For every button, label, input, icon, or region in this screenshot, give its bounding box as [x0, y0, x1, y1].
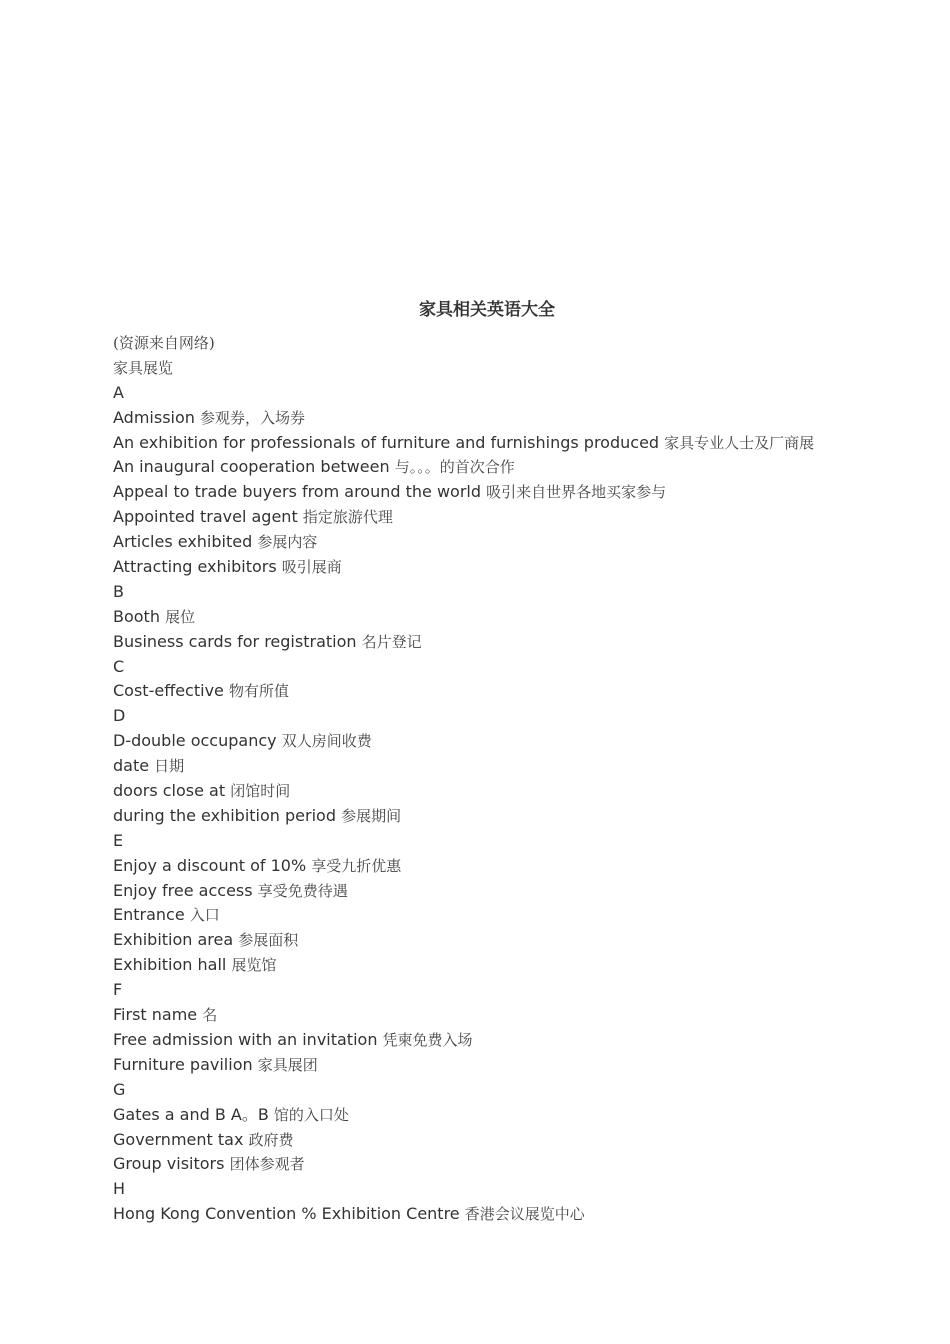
- vocab-english: date: [113, 756, 150, 776]
- vocab-english: First name: [113, 1005, 198, 1025]
- vocab-english: An inaugural cooperation between: [113, 457, 390, 477]
- vocab-english: An exhibition for professionals of furniture and furnishings produced: [113, 432, 660, 452]
- vocab-chinese: 吸引来自世界各地买家参与: [486, 483, 667, 502]
- vocab-line: [113, 331, 913, 356]
- vocab-chinese: 参观券，入场券: [200, 408, 306, 427]
- vocab-english: doors close at: [113, 781, 226, 801]
- vocab-chinese: 凭柬免费入场: [382, 1030, 473, 1049]
- vocab-chinese: 家具专业人士及厂商展: [664, 433, 815, 452]
- vocab-line: [113, 555, 913, 580]
- vocab-line: [113, 729, 913, 754]
- vocab-english: Exhibition hall: [113, 955, 227, 975]
- vocab-english: Business cards for registration: [113, 631, 357, 651]
- vocab-english: Furniture pavilion: [113, 1054, 253, 1074]
- vocab-line: [113, 505, 913, 530]
- vocab-line: [113, 879, 913, 904]
- vocab-english: Group visitors: [113, 1154, 225, 1174]
- vocab-english: C: [113, 656, 125, 676]
- vocab-line: [113, 679, 913, 704]
- vocab-english: Entrance: [113, 905, 185, 925]
- vocab-line: [113, 978, 913, 1003]
- vocab-line: [113, 655, 913, 680]
- vocab-chinese: 日期: [154, 757, 185, 776]
- vocab-line: [113, 1202, 913, 1227]
- vocab-chinese: 闭馆时间: [230, 782, 291, 801]
- vocab-english: B: [113, 581, 124, 601]
- vocab-chinese: 指定旅游代理: [302, 508, 393, 527]
- vocab-line: [113, 754, 913, 779]
- vocab-english: Hong Kong Convention % Exhibition Centre: [113, 1204, 460, 1224]
- vocab-chinese: 享受九折优惠: [311, 856, 402, 875]
- vocab-chinese: 与。。。的首次合作: [394, 458, 515, 477]
- vocab-english: Gates a and B A。B: [113, 1104, 269, 1124]
- vocab-chinese: 名片登记: [361, 632, 422, 651]
- vocab-chinese: 入口: [189, 906, 220, 925]
- vocab-english: H: [113, 1179, 126, 1199]
- vocab-english: Exhibition area: [113, 930, 234, 950]
- vocab-english: Enjoy free access: [113, 880, 253, 900]
- vocab-chinese: 参展面积: [238, 931, 299, 950]
- vocab-english: Appeal to trade buyers from around the world: [113, 482, 481, 502]
- vocab-line: [113, 903, 913, 928]
- vocab-line: [113, 431, 913, 456]
- vocab-english: A: [113, 382, 124, 402]
- vocab-chinese: 参展内容: [257, 533, 318, 552]
- vocab-chinese: (资源来自网络): [113, 334, 215, 352]
- vocabulary-list: [113, 331, 913, 1227]
- vocab-english: during the exhibition period: [113, 805, 336, 825]
- vocab-line: [113, 530, 913, 555]
- vocab-line: [113, 381, 913, 406]
- vocab-chinese: 物有所值: [228, 682, 289, 701]
- vocab-line: [113, 455, 913, 480]
- vocab-english: Admission: [113, 407, 195, 427]
- vocab-chinese: 名: [202, 1006, 218, 1025]
- vocab-line: [113, 1053, 913, 1078]
- vocab-line: [113, 1103, 913, 1128]
- vocab-chinese: 家具展团: [257, 1055, 318, 1074]
- vocab-chinese: 政府费: [248, 1130, 294, 1149]
- vocab-chinese: 展位: [165, 607, 196, 626]
- document-title: 家具相关英语大全: [419, 300, 555, 320]
- vocab-line: [113, 854, 913, 879]
- vocab-line: [113, 1003, 913, 1028]
- vocab-chinese: 吸引展商: [281, 558, 342, 577]
- vocab-line: [113, 704, 913, 729]
- vocab-line: [113, 779, 913, 804]
- vocab-line: [113, 953, 913, 978]
- vocab-english: G: [113, 1079, 126, 1099]
- vocab-line: [113, 356, 913, 381]
- vocab-chinese: 团体参观者: [229, 1155, 305, 1174]
- vocab-english: Cost-effective: [113, 681, 224, 701]
- vocab-line: [113, 1128, 913, 1153]
- vocab-line: [113, 1028, 913, 1053]
- vocab-line: [113, 804, 913, 829]
- vocab-line: [113, 480, 913, 505]
- vocab-english: Articles exhibited: [113, 532, 253, 552]
- vocab-english: Government tax: [113, 1129, 244, 1149]
- vocab-line: [113, 829, 913, 854]
- vocab-chinese: 馆的入口处: [273, 1105, 349, 1124]
- vocab-english: Booth: [113, 606, 160, 626]
- vocab-line: [113, 580, 913, 605]
- vocab-line: [113, 630, 913, 655]
- vocab-chinese: 香港会议展览中心: [464, 1205, 585, 1224]
- vocab-english: Free admission with an invitation: [113, 1029, 378, 1049]
- vocab-chinese: 双人房间收费: [281, 732, 372, 751]
- vocab-english: E: [113, 830, 124, 850]
- vocab-line: [113, 1152, 913, 1177]
- vocab-chinese: 家具展览: [113, 358, 174, 377]
- vocab-chinese: 享受免费待遇: [257, 881, 348, 900]
- vocab-english: F: [113, 980, 123, 1000]
- vocab-line: [113, 406, 913, 431]
- vocab-english: D-double occupancy: [113, 731, 277, 751]
- vocab-line: [113, 605, 913, 630]
- vocab-english: D: [113, 706, 126, 726]
- vocab-line: [113, 928, 913, 953]
- vocab-chinese: 展览馆: [231, 956, 277, 975]
- vocab-english: Attracting exhibitors: [113, 557, 277, 577]
- vocab-chinese: 参展期间: [341, 806, 402, 825]
- vocab-english: Appointed travel agent: [113, 507, 298, 527]
- vocab-line: [113, 1078, 913, 1103]
- vocab-line: [113, 1177, 913, 1202]
- vocab-english: Enjoy a discount of 10%: [113, 855, 307, 875]
